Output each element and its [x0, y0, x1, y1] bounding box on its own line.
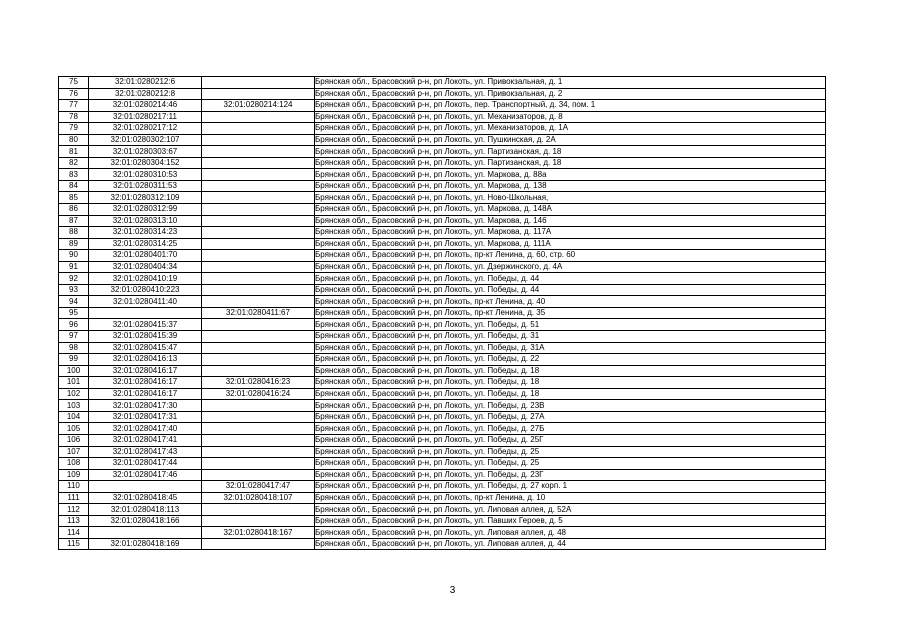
row-number-cell: 85 — [59, 192, 89, 204]
row-number-cell: 111 — [59, 492, 89, 504]
related-cadastral-number-cell — [202, 88, 315, 100]
row-number-cell: 105 — [59, 423, 89, 435]
row-number-cell: 87 — [59, 215, 89, 227]
address-cell: Брянская обл., Брасовский р-н, рп Локоть, ул. Маркова, д. 117А — [315, 227, 826, 239]
row-number-cell: 80 — [59, 134, 89, 146]
table-row — [59, 204, 826, 216]
table-row — [59, 146, 826, 158]
table-row — [59, 273, 826, 285]
address-cell: Брянская обл., Брасовский р-н, рп Локоть, ул. Партизанская, д. 18 — [315, 146, 826, 158]
related-cadastral-number-cell — [202, 331, 315, 343]
address-cell: Брянская обл., Брасовский р-н, рп Локоть, ул. Ново-Школьная, — [315, 192, 826, 204]
cadastral-number-cell: 32:01:0280417:30 — [89, 400, 202, 412]
related-cadastral-number-cell — [202, 284, 315, 296]
related-cadastral-number-cell: 32:01:0280411:67 — [202, 307, 315, 319]
address-cell: Брянская обл., Брасовский р-н, рп Локоть, ул. Победы, д. 23Г — [315, 469, 826, 481]
cadastral-number-cell: 32:01:0280212:8 — [89, 88, 202, 100]
table-row — [59, 319, 826, 331]
row-number-cell: 107 — [59, 446, 89, 458]
related-cadastral-number-cell — [202, 273, 315, 285]
cadastral-number-cell: 32:01:0280312:109 — [89, 192, 202, 204]
cadastral-number-cell: 32:01:0280302:107 — [89, 134, 202, 146]
table-row — [59, 492, 826, 504]
table-row — [59, 527, 826, 539]
address-cell: Брянская обл., Брасовский р-н, рп Локоть, ул. Пушкинская, д. 2А — [315, 134, 826, 146]
table-row — [59, 504, 826, 516]
address-cell: Брянская обл., Брасовский р-н, рп Локоть, ул. Дзержинского, д. 4А — [315, 261, 826, 273]
cadastral-number-cell: 32:01:0280401:70 — [89, 250, 202, 262]
table-body — [59, 77, 826, 550]
address-cell: Брянская обл., Брасовский р-н, рп Локоть, ул. Победы, д. 25Г — [315, 434, 826, 446]
address-cell: Брянская обл., Брасовский р-н, рп Локоть, ул. Механизаторов, д. 1А — [315, 123, 826, 135]
row-number-cell: 109 — [59, 469, 89, 481]
address-cell: Брянская обл., Брасовский р-н, рп Локоть, ул. Победы, д. 22 — [315, 354, 826, 366]
table-row — [59, 284, 826, 296]
table-row — [59, 331, 826, 343]
cadastral-number-cell: 32:01:0280418:113 — [89, 504, 202, 516]
address-cell: Брянская обл., Брасовский р-н, рп Локоть, ул. Победы, д. 23В — [315, 400, 826, 412]
address-cell: Брянская обл., Брасовский р-н, рп Локоть, ул. Победы, д. 25 — [315, 458, 826, 470]
row-number-cell: 91 — [59, 261, 89, 273]
row-number-cell: 96 — [59, 319, 89, 331]
table-row — [59, 215, 826, 227]
row-number-cell: 88 — [59, 227, 89, 239]
address-cell: Брянская обл., Брасовский р-н, рп Локоть, пер. Транспортный, д. 34, пом. 1 — [315, 100, 826, 112]
address-cell: Брянская обл., Брасовский р-н, рп Локоть, ул. Маркова, д. 111А — [315, 238, 826, 250]
table-row — [59, 538, 826, 550]
related-cadastral-number-cell: 32:01:0280416:24 — [202, 388, 315, 400]
address-cell: Брянская обл., Брасовский р-н, рп Локоть, ул. Привокзальная, д. 2 — [315, 88, 826, 100]
related-cadastral-number-cell — [202, 458, 315, 470]
related-cadastral-number-cell — [202, 250, 315, 262]
related-cadastral-number-cell — [202, 204, 315, 216]
row-number-cell: 92 — [59, 273, 89, 285]
address-cell: Брянская обл., Брасовский р-н, рп Локоть, ул. Победы, д. 18 — [315, 388, 826, 400]
related-cadastral-number-cell — [202, 238, 315, 250]
table-row — [59, 446, 826, 458]
address-cell: Брянская обл., Брасовский р-н, рп Локоть, ул. Победы, д. 44 — [315, 273, 826, 285]
address-cell: Брянская обл., Брасовский р-н, рп Локоть, пр-кт Ленина, д. 60, стр. 60 — [315, 250, 826, 262]
cadastral-number-cell: 32:01:0280314:23 — [89, 227, 202, 239]
row-number-cell: 93 — [59, 284, 89, 296]
related-cadastral-number-cell — [202, 227, 315, 239]
table-row — [59, 100, 826, 112]
row-number-cell: 86 — [59, 204, 89, 216]
cadastral-number-cell: 32:01:0280311:53 — [89, 180, 202, 192]
cadastral-number-cell: 32:01:0280410:223 — [89, 284, 202, 296]
cadastral-number-cell: 32:01:0280417:31 — [89, 411, 202, 423]
row-number-cell: 104 — [59, 411, 89, 423]
address-cell: Брянская обл., Брасовский р-н, рп Локоть, ул. Маркова, д. 138 — [315, 180, 826, 192]
cadastral-number-cell: 32:01:0280410:19 — [89, 273, 202, 285]
table-row — [59, 250, 826, 262]
cadastral-number-cell: 32:01:0280212:6 — [89, 77, 202, 89]
table-row — [59, 458, 826, 470]
related-cadastral-number-cell — [202, 538, 315, 550]
row-number-cell: 78 — [59, 111, 89, 123]
cadastral-number-cell: 32:01:0280415:37 — [89, 319, 202, 331]
cadastral-number-cell: 32:01:0280416:17 — [89, 388, 202, 400]
row-number-cell: 90 — [59, 250, 89, 262]
related-cadastral-number-cell — [202, 365, 315, 377]
address-cell: Брянская обл., Брасовский р-н, рп Локоть, пр-кт Ленина, д. 40 — [315, 296, 826, 308]
related-cadastral-number-cell — [202, 296, 315, 308]
address-cell: Брянская обл., Брасовский р-н, рп Локоть, ул. Победы, д. 18 — [315, 365, 826, 377]
address-cell: Брянская обл., Брасовский р-н, рп Локоть, ул. Победы, д. 51 — [315, 319, 826, 331]
cadastral-number-cell: 32:01:0280217:12 — [89, 123, 202, 135]
table-row — [59, 88, 826, 100]
address-cell: Брянская обл., Брасовский р-н, рп Локоть, ул. Привокзальная, д. 1 — [315, 77, 826, 89]
address-cell: Брянская обл., Брасовский р-н, рп Локоть, ул. Победы, д. 31 — [315, 331, 826, 343]
related-cadastral-number-cell: 32:01:0280418:107 — [202, 492, 315, 504]
related-cadastral-number-cell — [202, 469, 315, 481]
table-row — [59, 423, 826, 435]
table-row — [59, 342, 826, 354]
cadastral-number-cell: 32:01:0280314:25 — [89, 238, 202, 250]
row-number-cell: 100 — [59, 365, 89, 377]
table-row — [59, 192, 826, 204]
cadastral-number-cell: 32:01:0280418:169 — [89, 538, 202, 550]
related-cadastral-number-cell — [202, 446, 315, 458]
cadastral-number-cell — [89, 527, 202, 539]
row-number-cell: 89 — [59, 238, 89, 250]
row-number-cell: 81 — [59, 146, 89, 158]
address-cell: Брянская обл., Брасовский р-н, рп Локоть, ул. Маркова, д. 88а — [315, 169, 826, 181]
address-cell: Брянская обл., Брасовский р-н, рп Локоть, ул. Победы, д. 25 — [315, 446, 826, 458]
related-cadastral-number-cell — [202, 354, 315, 366]
cadastral-number-cell: 32:01:0280415:39 — [89, 331, 202, 343]
cadastral-number-cell: 32:01:0280312:99 — [89, 204, 202, 216]
address-cell: Брянская обл., Брасовский р-н, рп Локоть, ул. Липовая аллея, д. 52А — [315, 504, 826, 516]
related-cadastral-number-cell — [202, 434, 315, 446]
address-cell: Брянская обл., Брасовский р-н, рп Локоть, ул. Маркова, д. 148А — [315, 204, 826, 216]
row-number-cell: 115 — [59, 538, 89, 550]
address-cell: Брянская обл., Брасовский р-н, рп Локоть, ул. Липовая аллея, д. 44 — [315, 538, 826, 550]
row-number-cell: 76 — [59, 88, 89, 100]
related-cadastral-number-cell — [202, 192, 315, 204]
table-row — [59, 469, 826, 481]
row-number-cell: 103 — [59, 400, 89, 412]
related-cadastral-number-cell: 32:01:0280418:167 — [202, 527, 315, 539]
cadastral-number-cell: 32:01:0280310:53 — [89, 169, 202, 181]
table-row — [59, 238, 826, 250]
address-cell: Брянская обл., Брасовский р-н, рп Локоть, ул. Победы, д. 27 корп. 1 — [315, 481, 826, 493]
cadastral-number-cell: 32:01:0280304:152 — [89, 157, 202, 169]
related-cadastral-number-cell — [202, 342, 315, 354]
row-number-cell: 79 — [59, 123, 89, 135]
address-cell: Брянская обл., Брасовский р-н, рп Локоть, ул. Победы, д. 31А — [315, 342, 826, 354]
cadastral-number-cell: 32:01:0280417:41 — [89, 434, 202, 446]
cadastral-number-cell: 32:01:0280217:11 — [89, 111, 202, 123]
related-cadastral-number-cell — [202, 146, 315, 158]
cadastral-number-cell: 32:01:0280404:34 — [89, 261, 202, 273]
address-cell: Брянская обл., Брасовский р-н, рп Локоть, ул. Победы, д. 44 — [315, 284, 826, 296]
row-number-cell: 94 — [59, 296, 89, 308]
cadastral-number-cell — [89, 307, 202, 319]
row-number-cell: 106 — [59, 434, 89, 446]
related-cadastral-number-cell — [202, 157, 315, 169]
table-row — [59, 180, 826, 192]
table-row — [59, 481, 826, 493]
related-cadastral-number-cell — [202, 169, 315, 181]
related-cadastral-number-cell: 32:01:0280417:47 — [202, 481, 315, 493]
address-cell: Брянская обл., Брасовский р-н, рп Локоть, ул. Маркова, д. 146 — [315, 215, 826, 227]
address-cell: Брянская обл., Брасовский р-н, рп Локоть, пр-кт Ленина, д. 35 — [315, 307, 826, 319]
row-number-cell: 108 — [59, 458, 89, 470]
row-number-cell: 98 — [59, 342, 89, 354]
related-cadastral-number-cell — [202, 123, 315, 135]
table-row — [59, 411, 826, 423]
row-number-cell: 99 — [59, 354, 89, 366]
table-row — [59, 388, 826, 400]
table-row — [59, 515, 826, 527]
table-row — [59, 377, 826, 389]
table-row — [59, 169, 826, 181]
related-cadastral-number-cell — [202, 423, 315, 435]
table-row — [59, 111, 826, 123]
row-number-cell: 77 — [59, 100, 89, 112]
related-cadastral-number-cell — [202, 504, 315, 516]
row-number-cell: 102 — [59, 388, 89, 400]
table-row — [59, 307, 826, 319]
cadastral-number-cell: 32:01:0280417:46 — [89, 469, 202, 481]
table-row — [59, 261, 826, 273]
cadastral-number-cell: 32:01:0280303:67 — [89, 146, 202, 158]
related-cadastral-number-cell — [202, 515, 315, 527]
row-number-cell: 110 — [59, 481, 89, 493]
cadastral-number-cell: 32:01:0280313:10 — [89, 215, 202, 227]
row-number-cell: 97 — [59, 331, 89, 343]
row-number-cell: 114 — [59, 527, 89, 539]
address-cell: Брянская обл., Брасовский р-н, рп Локоть, ул. Победы, д. 27А — [315, 411, 826, 423]
related-cadastral-number-cell — [202, 134, 315, 146]
related-cadastral-number-cell — [202, 215, 315, 227]
table-row — [59, 227, 826, 239]
cadastral-number-cell: 32:01:0280411:40 — [89, 296, 202, 308]
cadastral-number-cell: 32:01:0280416:13 — [89, 354, 202, 366]
address-cell: Брянская обл., Брасовский р-н, рп Локоть, ул. Победы, д. 27Б — [315, 423, 826, 435]
cadastral-number-cell: 32:01:0280416:17 — [89, 365, 202, 377]
cadastral-number-cell: 32:01:0280417:43 — [89, 446, 202, 458]
table-row — [59, 296, 826, 308]
cadastral-number-cell: 32:01:0280418:45 — [89, 492, 202, 504]
row-number-cell: 75 — [59, 77, 89, 89]
related-cadastral-number-cell — [202, 180, 315, 192]
related-cadastral-number-cell — [202, 77, 315, 89]
cadastral-number-cell — [89, 481, 202, 493]
address-cell: Брянская обл., Брасовский р-н, рп Локоть, ул. Механизаторов, д. 8 — [315, 111, 826, 123]
address-cell: Брянская обл., Брасовский р-н, рп Локоть, ул. Павших Героев, д. 5 — [315, 515, 826, 527]
table-row — [59, 434, 826, 446]
address-cell: Брянская обл., Брасовский р-н, рп Локоть, ул. Победы, д. 18 — [315, 377, 826, 389]
address-cell: Брянская обл., Брасовский р-н, рп Локоть, пр-кт Ленина, д. 10 — [315, 492, 826, 504]
related-cadastral-number-cell: 32:01:0280416:23 — [202, 377, 315, 389]
related-cadastral-number-cell — [202, 111, 315, 123]
table-row — [59, 123, 826, 135]
cadastral-number-cell: 32:01:0280416:17 — [89, 377, 202, 389]
row-number-cell: 95 — [59, 307, 89, 319]
row-number-cell: 113 — [59, 515, 89, 527]
cadastral-number-cell: 32:01:0280214:46 — [89, 100, 202, 112]
cadastral-number-cell: 32:01:0280418:166 — [89, 515, 202, 527]
page-number: 3 — [449, 585, 456, 596]
row-number-cell: 82 — [59, 157, 89, 169]
cadastral-number-cell: 32:01:0280417:44 — [89, 458, 202, 470]
row-number-cell: 84 — [59, 180, 89, 192]
address-cell: Брянская обл., Брасовский р-н, рп Локоть, ул. Липовая аллея, д. 48 — [315, 527, 826, 539]
related-cadastral-number-cell — [202, 411, 315, 423]
row-number-cell: 83 — [59, 169, 89, 181]
address-cell: Брянская обл., Брасовский р-н, рп Локоть, ул. Партизанская, д. 18 — [315, 157, 826, 169]
row-number-cell: 101 — [59, 377, 89, 389]
related-cadastral-number-cell — [202, 400, 315, 412]
related-cadastral-number-cell — [202, 261, 315, 273]
table-row — [59, 400, 826, 412]
table-row — [59, 157, 826, 169]
related-cadastral-number-cell — [202, 319, 315, 331]
cadastral-number-cell: 32:01:0280417:40 — [89, 423, 202, 435]
cadastral-number-cell: 32:01:0280415:47 — [89, 342, 202, 354]
table-row — [59, 77, 826, 89]
related-cadastral-number-cell: 32:01:0280214:124 — [202, 100, 315, 112]
table-row — [59, 354, 826, 366]
table-row — [59, 134, 826, 146]
row-number-cell: 112 — [59, 504, 89, 516]
property-register-table — [58, 76, 826, 550]
table-row — [59, 365, 826, 377]
